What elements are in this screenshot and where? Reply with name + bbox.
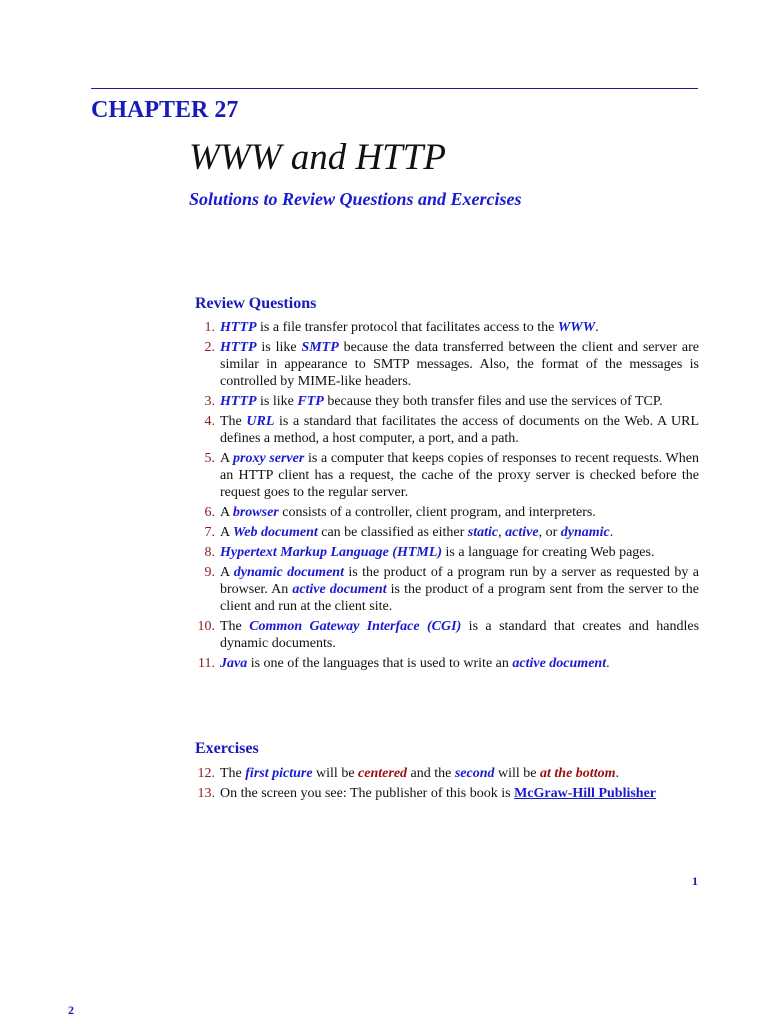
item-text: will be	[494, 766, 541, 781]
item-text: can be classified as either	[317, 525, 468, 540]
top-rule	[91, 88, 698, 89]
keyword: active document	[292, 582, 387, 597]
item-text: is a standard that creates and handles dynamic documents.	[220, 619, 700, 651]
item-number: 9.	[204, 565, 215, 580]
item-text: will be	[312, 766, 359, 781]
list-item	[191, 339, 699, 390]
item-text: A	[220, 565, 234, 580]
item-text: is the product of a program run by a server as requested by a browser. An	[220, 565, 699, 597]
list-item	[191, 450, 699, 501]
keyword: proxy server	[233, 451, 305, 466]
item-number: 5.	[204, 451, 215, 466]
keyword: at the bottom	[540, 766, 616, 781]
item-text: is like	[256, 340, 302, 355]
keyword: static	[467, 525, 499, 540]
keyword: HTTP	[220, 394, 257, 409]
item-text: , or	[538, 525, 561, 540]
item-text: A	[220, 525, 233, 540]
list-item	[191, 765, 699, 782]
item-text: is a language for creating Web pages.	[442, 545, 655, 560]
list-item	[191, 319, 699, 336]
item-text: and the	[407, 766, 455, 781]
chapter-subtitle: Solutions to Review Questions and Exercises	[189, 189, 522, 209]
item-number: 2.	[204, 340, 215, 355]
item-text: is a file transfer protocol that facilitates access to the	[256, 320, 558, 335]
keyword: dynamic document	[233, 565, 344, 580]
keyword: first picture	[245, 766, 313, 781]
item-text: The	[220, 766, 246, 781]
keyword: browser	[232, 505, 279, 520]
item-text: .	[595, 320, 599, 335]
page-number-left: 2	[68, 1003, 74, 1017]
item-number: 8.	[204, 545, 215, 560]
item-text: because they both transfer files and use the services of TCP.	[323, 394, 663, 409]
item-text: .	[606, 656, 610, 671]
list-item	[191, 785, 699, 802]
keyword: FTP	[297, 394, 324, 409]
chapter-title: WWW and HTTP	[189, 137, 446, 178]
keyword: centered	[358, 766, 408, 781]
item-text: ,	[498, 525, 506, 540]
list-item	[191, 504, 699, 521]
chapter-heading: CHAPTER 27	[91, 97, 239, 123]
keyword: Web document	[232, 525, 318, 540]
list-item	[191, 655, 699, 672]
item-text: is a standard that facilitates the access of documents on the Web. A URL defines a method, a host computer, a port, and a path.	[220, 414, 699, 446]
keyword: Common Gateway Interface (CGI)	[249, 619, 462, 634]
keyword: active	[505, 525, 539, 540]
list-item	[191, 544, 699, 561]
item-text: is the product of a program sent from the server to the client and run at the client site.	[220, 582, 700, 614]
keyword: WWW	[557, 320, 596, 335]
item-number: 13.	[197, 786, 215, 801]
item-number: 11.	[198, 656, 215, 671]
page-number-right: 1	[692, 874, 698, 888]
keyword: HTTP	[220, 340, 257, 355]
review-questions-list	[191, 319, 699, 675]
item-number: 7.	[204, 525, 215, 540]
item-number: 3.	[204, 394, 215, 409]
item-text: The	[220, 619, 250, 634]
item-text: because the data transferred between the client and server are similar in appearance to SMTP messages. Also, the format of the messages is controlled by MIME-like headers.	[220, 340, 699, 389]
item-number: 10.	[197, 619, 215, 634]
item-text: On the screen you see: The publisher of this book is	[220, 786, 515, 801]
item-text: A	[220, 451, 233, 466]
item-text: is a computer that keeps copies of responses to recent requests. When an HTTP client has a request, the cache of the proxy server is checked before the request goes to the regular server.	[220, 451, 699, 500]
item-text: The	[220, 414, 247, 429]
keyword: dynamic	[560, 525, 610, 540]
list-item	[191, 393, 699, 410]
item-text: .	[615, 766, 619, 781]
list-item	[191, 524, 699, 541]
item-text: is like	[256, 394, 298, 409]
item-text: .	[609, 525, 614, 540]
exercises-list	[191, 765, 699, 805]
keyword: HTTP	[220, 320, 257, 335]
list-item	[191, 564, 699, 615]
item-number: 6.	[204, 505, 215, 520]
list-item	[191, 413, 699, 447]
item-number: 1.	[204, 320, 215, 335]
keyword: active document	[512, 656, 607, 671]
item-text: A	[220, 505, 233, 520]
exercises-heading: Exercises	[195, 740, 259, 757]
keyword: URL	[246, 414, 275, 429]
keyword: Hypertext Markup Language (HTML)	[220, 545, 443, 560]
item-number: 12.	[197, 766, 215, 781]
item-number: 4.	[204, 414, 215, 429]
keyword: second	[454, 766, 495, 781]
keyword: SMTP	[301, 340, 339, 355]
publisher-link[interactable]: McGraw-Hill Publisher	[514, 786, 657, 801]
keyword: Java	[220, 656, 248, 671]
review-questions-heading: Review Questions	[195, 295, 317, 312]
list-item	[191, 618, 699, 652]
item-text: consists of a controller, client program, and interpreters.	[278, 505, 596, 520]
item-text: is one of the languages that is used to write an	[247, 656, 513, 671]
